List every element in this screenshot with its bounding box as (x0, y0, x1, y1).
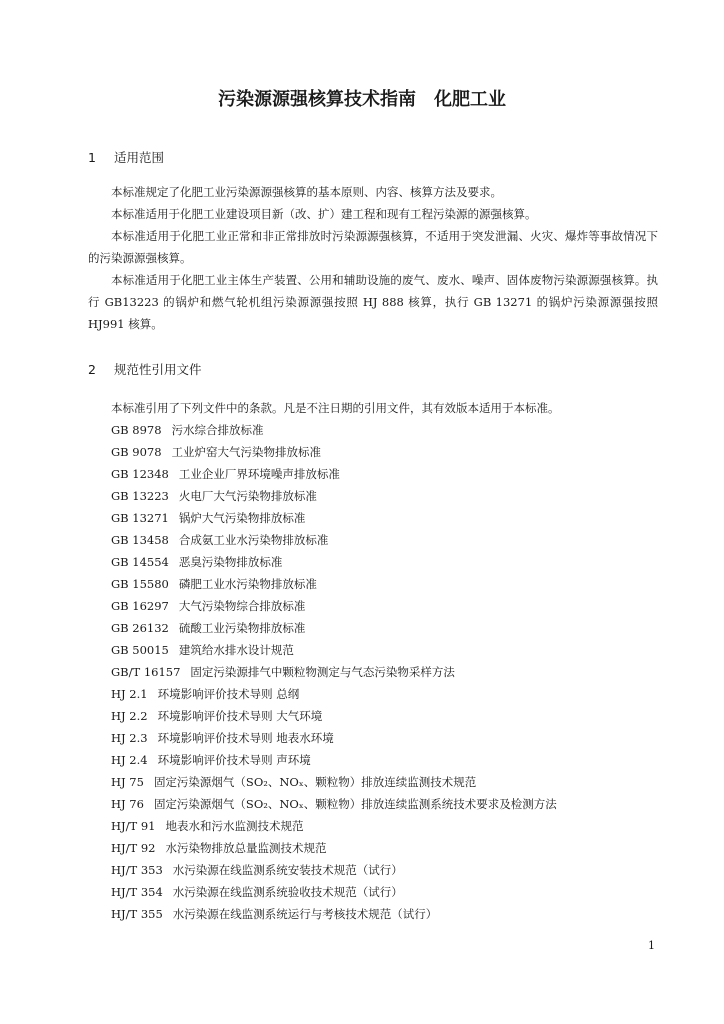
reference-title: 水污染源在线监测系统安装技术规范（试行） (172, 863, 403, 877)
reference-title: 固定污染源烟气（SO₂、NOₓ、颗粒物）排放连续监测技术规范 (153, 775, 477, 789)
reference-item (111, 485, 557, 507)
reference-list (111, 419, 557, 925)
reference-item (111, 859, 557, 881)
reference-item (111, 617, 557, 639)
reference-code: GB 16297 (111, 599, 169, 613)
reference-code: GB 13223 (111, 489, 169, 503)
reference-item (111, 727, 557, 749)
section-1-number: 1 (88, 150, 96, 165)
reference-item (111, 529, 557, 551)
reference-title: 环境影响评价技术导则 大气环境 (157, 709, 323, 723)
reference-title: 恶臭污染物排放标准 (178, 555, 283, 569)
reference-title: 地表水和污水监测技术规范 (165, 819, 304, 833)
reference-title: 环境影响评价技术导则 声环境 (157, 753, 311, 767)
reference-code: GB 14554 (111, 555, 169, 569)
reference-title: 环境影响评价技术导则 总纲 (157, 687, 300, 701)
reference-title: 工业炉窑大气污染物排放标准 (171, 445, 322, 459)
reference-item (111, 683, 557, 705)
reference-title: 固定污染源烟气（SO₂、NOₓ、颗粒物）排放连续监测系统技术要求及检测方法 (153, 797, 557, 811)
reference-code: GB 26132 (111, 621, 169, 635)
section-1-paragraph: 本标准适用于化肥工业建设项目新（改、扩）建工程和现有工程污染源的源强核算。 (111, 207, 537, 221)
reference-title: 污水综合排放标准 (171, 423, 264, 437)
document-title: 污染源源强核算技术指南 化肥工业 (218, 89, 506, 110)
section-2-number: 2 (88, 362, 96, 377)
reference-item (111, 815, 557, 837)
reference-code: HJ 2.3 (111, 731, 148, 745)
reference-code: HJ/T 92 (111, 841, 156, 855)
reference-code: GB 8978 (111, 423, 162, 437)
section-1-heading (88, 150, 164, 166)
reference-code: HJ 76 (111, 797, 144, 811)
reference-item (111, 793, 557, 815)
reference-title: 水污染源在线监测系统验收技术规范（试行） (172, 885, 403, 899)
reference-code: HJ 2.2 (111, 709, 148, 723)
reference-code: HJ/T 91 (111, 819, 156, 833)
reference-item (111, 507, 557, 529)
reference-title: 合成氨工业水污染物排放标准 (178, 533, 329, 547)
section-1-paragraph: 本标准规定了化肥工业污染源源强核算的基本原则、内容、核算方法及要求。 (111, 185, 502, 199)
reference-code: HJ/T 355 (111, 907, 163, 921)
reference-title: 环境影响评价技术导则 地表水环境 (157, 731, 334, 745)
section-2-heading (88, 362, 202, 378)
reference-title: 大气污染物综合排放标准 (178, 599, 306, 613)
reference-code: GB 13271 (111, 511, 169, 525)
reference-title: 固定污染源排气中颗粒物测定与气态污染物采样方法 (190, 665, 455, 679)
reference-title: 水污染源在线监测系统运行与考核技术规范（试行） (172, 907, 438, 921)
reference-code: GB 13458 (111, 533, 169, 547)
reference-item (111, 419, 557, 441)
reference-code: GB 9078 (111, 445, 162, 459)
reference-code: HJ 2.4 (111, 753, 148, 767)
reference-code: GB/T 16157 (111, 665, 181, 679)
reference-title: 硫酸工业污染物排放标准 (178, 621, 306, 635)
reference-item (111, 705, 557, 727)
reference-title: 锅炉大气污染物排放标准 (178, 511, 306, 525)
reference-code: GB 15580 (111, 577, 169, 591)
reference-item (111, 639, 557, 661)
reference-title: 水污染物排放总量监测技术规范 (165, 841, 327, 855)
reference-item (111, 837, 557, 859)
reference-item (111, 771, 557, 793)
reference-item (111, 903, 557, 925)
reference-item (111, 749, 557, 771)
reference-item (111, 661, 557, 683)
reference-item (111, 441, 557, 463)
reference-title: 火电厂大气污染物排放标准 (178, 489, 317, 503)
reference-code: HJ 2.1 (111, 687, 148, 701)
reference-code: HJ/T 353 (111, 863, 163, 877)
section-2-intro: 本标准引用了下列文件中的条款。凡是不注日期的引用文件，其有效版本适用于本标准。 (111, 401, 560, 415)
section-2-title: 规范性引用文件 (114, 362, 202, 377)
page-number: 1 (648, 939, 655, 952)
reference-code: GB 12348 (111, 467, 169, 481)
reference-item (111, 595, 557, 617)
reference-item (111, 551, 557, 573)
reference-title: 工业企业厂界环境噪声排放标准 (178, 467, 340, 481)
reference-title: 建筑给水排水设计规范 (178, 643, 294, 657)
reference-item (111, 463, 557, 485)
reference-code: HJ/T 354 (111, 885, 163, 899)
section-1-paragraph: 本标准适用于化肥工业正常和非正常排放时污染源源强核算，不适用于突发泄漏、火灾、爆炸等事故情况下的污染源源强核算。 (88, 229, 658, 265)
reference-code: HJ 75 (111, 775, 144, 789)
reference-title: 磷肥工业水污染物排放标准 (178, 577, 317, 591)
reference-item (111, 881, 557, 903)
reference-item (111, 573, 557, 595)
section-1-paragraph: 本标准适用于化肥工业主体生产装置、公用和辅助设施的废气、废水、噪声、固体废物污染源源强核算。执行 GB13223 的锅炉和燃气轮机组污染源源强按照 HJ 888 核算，执行 GB 13271 的锅炉污染源源强按照 HJ991 核算。 (88, 273, 658, 331)
section-1-title: 适用范围 (114, 150, 165, 165)
reference-code: GB 50015 (111, 643, 169, 657)
